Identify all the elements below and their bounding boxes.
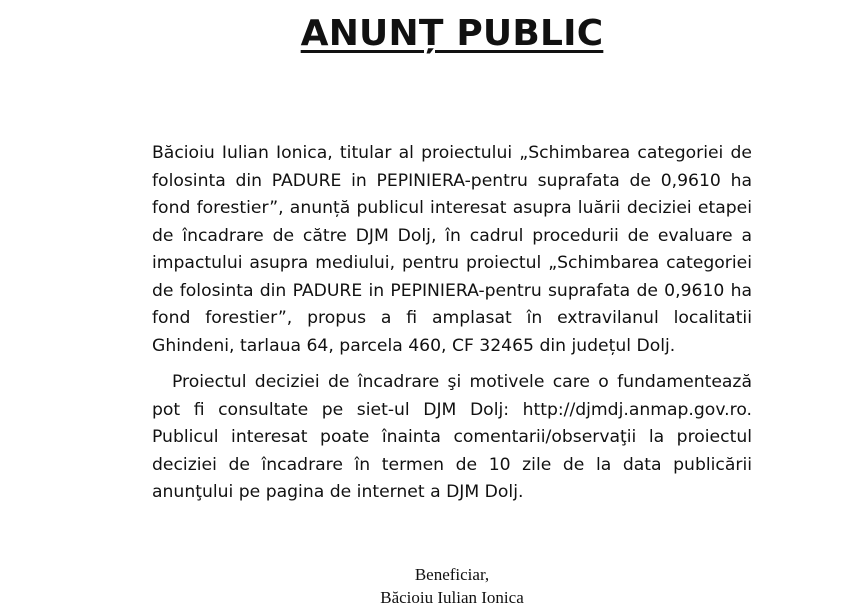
- announcement-body: [152, 140, 752, 507]
- signature-name: Băcioiu Iulian Ionica: [380, 588, 524, 607]
- signature-block: [300, 563, 604, 609]
- announcement-paragraph-1: Băcioiu Iulian Ionica, titular al proiectului „Schimbarea categoriei de folosinta din PADURE in PEPINIERA-pentru suprafata de 0,9610 ha fond forestier”, anunță publicul interesat asupra luării deciziei etapei de încadrare de către DJM Dolj, în cadrul procedurii de evaluare a impactului asupra mediului, pentru proiectul „Schimbarea categoriei de folosinta din PADURE in PEPINIERA-pentru suprafata de 0,9610 ha fond forestier”, propus a fi amplasat în extravilanul localitatii Ghindeni, tarlaua 64, parcela 460, CF 32465 din județul Dolj.: [152, 143, 752, 356]
- document-title: [0, 8, 866, 60]
- document-title-text: ANUNȚ PUBLIC: [300, 13, 604, 54]
- announcement-paragraph-2: Proiectul deciziei de încadrare şi motivele care o fundamentează pot fi consultate pe siet-ul DJM Dolj: http://djmdj.anmap.gov.ro. Publicul interesat poate înainta comentarii/observaţii la proiectul deciziei de încadrare în termen de 10 zile de la data publicării anunţului pe pagina de internet a DJM Dolj.: [152, 372, 752, 502]
- signature-role: Beneficiar,: [414, 565, 490, 584]
